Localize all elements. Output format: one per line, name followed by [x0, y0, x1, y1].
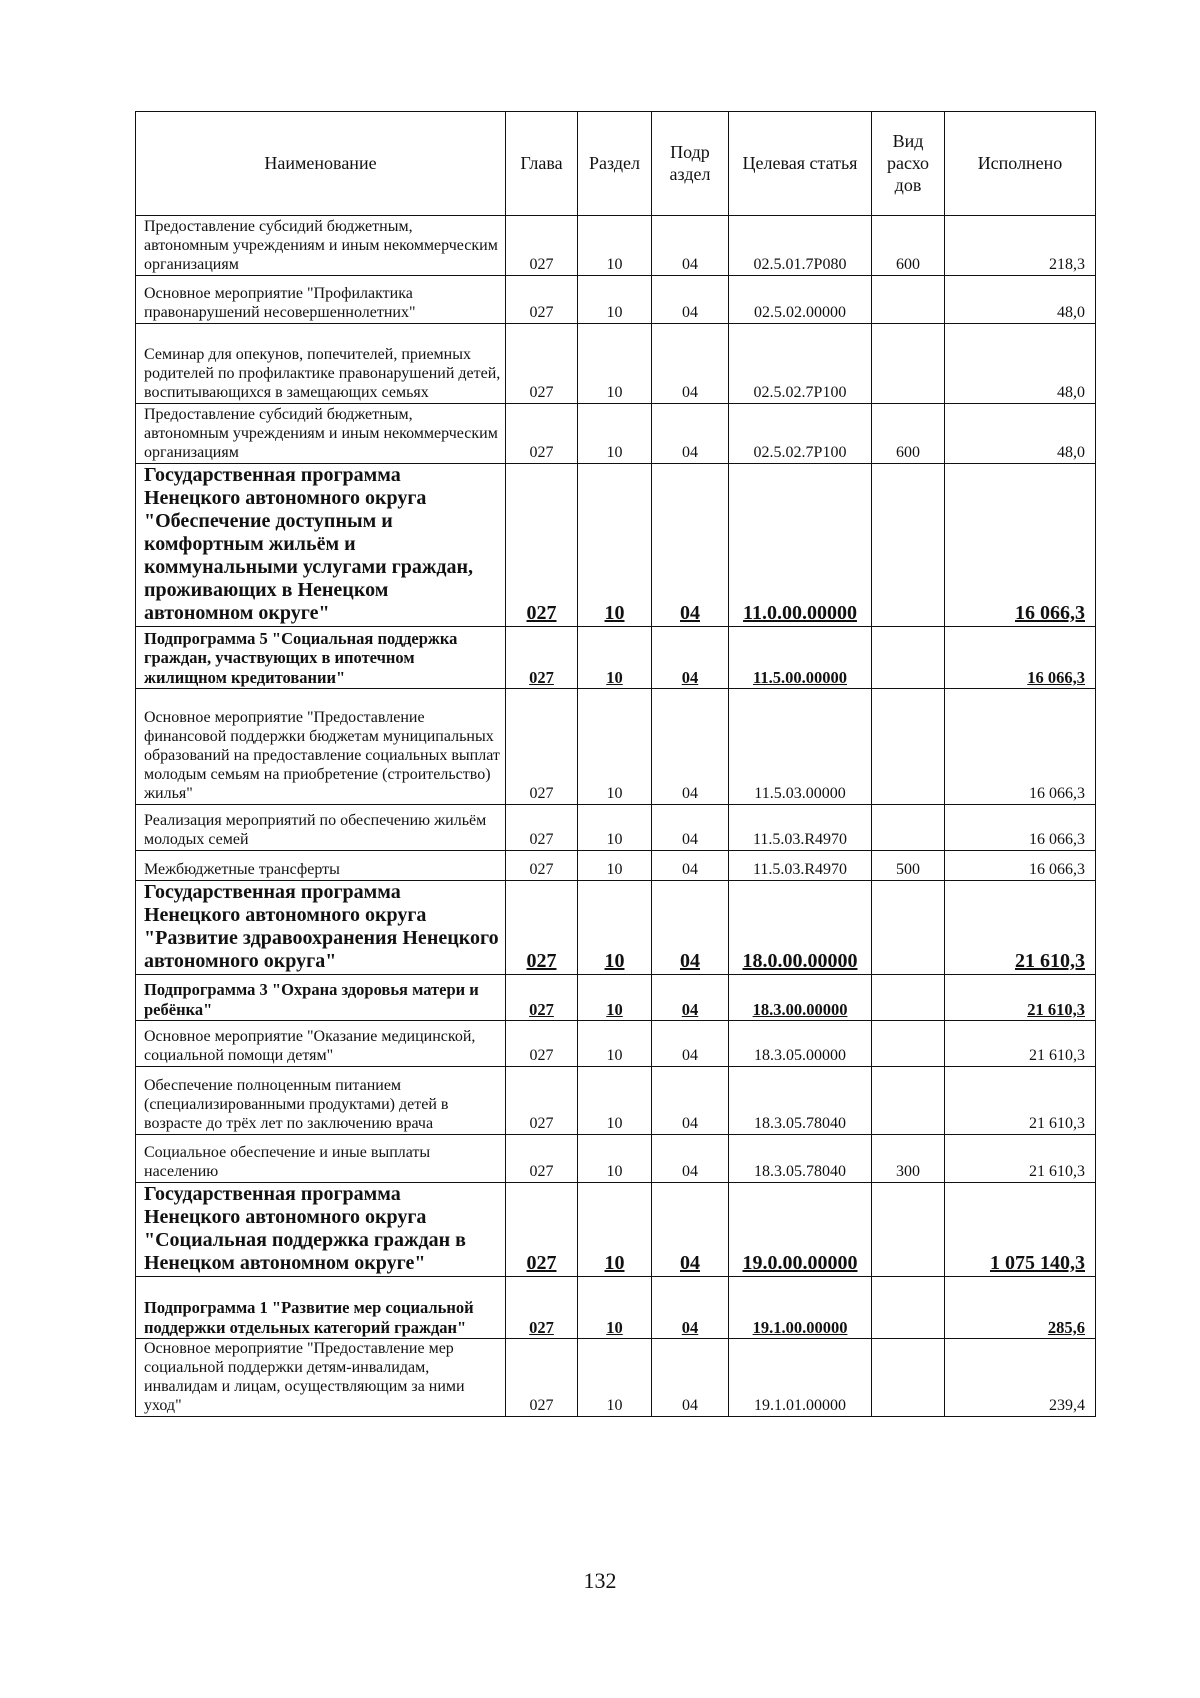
cell-name [136, 1277, 506, 1339]
table-row [136, 1067, 1096, 1135]
cell-executed-text: 21 610,3 [1029, 1047, 1085, 1064]
cell-subsection [652, 851, 729, 881]
cell-executed-text: 21 610,3 [1029, 1115, 1085, 1132]
cell-executed-text: 48,0 [1057, 384, 1085, 401]
cell-subsection-text: 04 [682, 1397, 698, 1414]
cell-expense-type [872, 1277, 945, 1339]
cell-subsection [652, 276, 729, 324]
cell-expense-type [872, 1183, 945, 1277]
table-row [136, 324, 1096, 404]
cell-executed [945, 851, 1096, 881]
header-executed: Исполнено [945, 112, 1096, 216]
cell-name [136, 627, 506, 689]
cell-executed [945, 324, 1096, 404]
cell-target-article [729, 1021, 872, 1067]
cell-section [578, 627, 652, 689]
cell-section-text: 10 [606, 384, 623, 401]
table-row [136, 1021, 1096, 1067]
cell-executed-text: 16 066,3 [1029, 861, 1085, 878]
cell-expense-type-text: 300 [896, 1163, 920, 1180]
cell-subsection [652, 805, 729, 851]
cell-chapter-text: 027 [529, 1047, 554, 1064]
cell-section [578, 1277, 652, 1339]
cell-target-article-text: 02.5.01.7Р080 [753, 256, 847, 273]
cell-target-article [729, 627, 872, 689]
cell-executed-text: 21 610,3 [1029, 1163, 1085, 1180]
header-chapter: Глава [506, 112, 578, 216]
page-number: 132 [583, 1568, 617, 1593]
cell-target-article-text: 11.5.03.R4970 [752, 861, 848, 878]
cell-name-text: Государственная программа Ненецкого автономного округа "Социальная поддержка граждан в Ненецком автономном округе" [144, 1183, 466, 1274]
header-row [136, 112, 1096, 216]
cell-subsection-text: 04 [682, 785, 698, 802]
cell-expense-type [872, 627, 945, 689]
cell-name [136, 689, 506, 805]
cell-chapter-text: 027 [526, 950, 557, 972]
cell-expense-type [872, 1021, 945, 1067]
cell-name [136, 1067, 506, 1135]
cell-name-text: Предоставление субсидий бюджетным, автономным учреждениям и иным некоммерческим организациям [144, 218, 498, 273]
cell-name-text: Основное мероприятие "Предоставление мер социальной поддержки детям-инвалидам, инвалидам и лицам, осуществляющим за ними уход" [144, 1340, 465, 1414]
cell-target-article [729, 975, 872, 1021]
cell-executed [945, 1021, 1096, 1067]
cell-target-article-text: 19.1.01.00000 [754, 1397, 846, 1414]
cell-expense-type-text: 600 [896, 256, 920, 273]
cell-expense-type [872, 975, 945, 1021]
cell-chapter [506, 1277, 578, 1339]
cell-subsection-text: 04 [682, 256, 698, 273]
cell-subsection-text: 04 [682, 861, 698, 878]
cell-target-article [729, 216, 872, 276]
cell-executed-text: 218,3 [1049, 256, 1085, 273]
cell-chapter [506, 324, 578, 404]
cell-target-article [729, 276, 872, 324]
header-subsection: Подр аздел [652, 112, 729, 216]
cell-section-text: 10 [606, 999, 623, 1019]
table-row [136, 805, 1096, 851]
cell-executed [945, 881, 1096, 975]
cell-executed-text: 16 066,3 [1027, 667, 1085, 687]
cell-section-text: 10 [604, 950, 625, 972]
cell-section [578, 324, 652, 404]
table-row [136, 216, 1096, 276]
header-target-article: Целевая статья [729, 112, 872, 216]
cell-target-article [729, 1339, 872, 1417]
cell-chapter [506, 276, 578, 324]
header-section: Раздел [578, 112, 652, 216]
table-row [136, 689, 1096, 805]
cell-target-article [729, 689, 872, 805]
cell-chapter-text: 027 [529, 1317, 554, 1337]
cell-subsection [652, 1277, 729, 1339]
cell-subsection-text: 04 [682, 1047, 698, 1064]
cell-target-article-text: 02.5.02.7Р100 [753, 444, 847, 461]
cell-subsection-text: 04 [680, 602, 700, 624]
report-page [135, 111, 1095, 1417]
cell-name [136, 276, 506, 324]
cell-subsection [652, 975, 729, 1021]
cell-section-text: 10 [606, 304, 623, 321]
cell-executed-text: 21 610,3 [1015, 950, 1085, 972]
cell-chapter-text: 027 [529, 1397, 554, 1414]
cell-target-article-text: 11.0.00.00000 [743, 602, 857, 624]
table-row [136, 464, 1096, 627]
cell-subsection [652, 1021, 729, 1067]
cell-name [136, 216, 506, 276]
budget-table [135, 111, 1096, 1417]
cell-chapter-text: 027 [526, 602, 557, 624]
cell-target-article-text: 11.5.03.00000 [754, 785, 846, 802]
table-row [136, 881, 1096, 975]
cell-name [136, 1183, 506, 1277]
table-row [136, 627, 1096, 689]
cell-section-text: 10 [606, 861, 623, 878]
cell-name-text: Подпрограмма 3 "Охрана здоровья матери и ребёнка" [144, 980, 479, 1019]
cell-executed [945, 805, 1096, 851]
cell-name-text: Основное мероприятие "Профилактика правонарушений несовершеннолетних" [144, 285, 416, 321]
cell-section-text: 10 [604, 602, 625, 624]
cell-target-article [729, 1135, 872, 1183]
cell-subsection [652, 689, 729, 805]
table-row [136, 1135, 1096, 1183]
cell-expense-type-text: 500 [896, 861, 920, 878]
cell-executed [945, 1339, 1096, 1417]
cell-name-text: Основное мероприятие "Оказание медицинской, социальной помощи детям" [144, 1028, 476, 1064]
cell-section [578, 464, 652, 627]
cell-chapter-text: 027 [529, 667, 554, 687]
cell-subsection [652, 464, 729, 627]
cell-executed [945, 276, 1096, 324]
cell-subsection-text: 04 [682, 831, 698, 848]
cell-chapter [506, 1021, 578, 1067]
cell-section [578, 404, 652, 464]
cell-subsection-text: 04 [682, 444, 698, 461]
cell-section [578, 881, 652, 975]
cell-executed [945, 464, 1096, 627]
cell-chapter [506, 216, 578, 276]
cell-section-text: 10 [606, 667, 623, 687]
cell-subsection-text: 04 [682, 384, 698, 401]
cell-section [578, 975, 652, 1021]
cell-target-article [729, 404, 872, 464]
cell-name-text: Государственная программа Ненецкого автономного округа "Обеспечение доступным и комфортным жильём и коммунальными услугами граждан, проживающих в Ненецком автономном округе" [144, 464, 473, 624]
cell-target-article [729, 1067, 872, 1135]
cell-target-article-text: 18.3.00.00000 [752, 999, 848, 1019]
cell-name-text: Социальное обеспечение и иные выплаты населению [144, 1144, 431, 1180]
cell-name [136, 1021, 506, 1067]
cell-name [136, 404, 506, 464]
cell-name-text: Государственная программа Ненецкого автономного округа "Развитие здравоохранения Ненецкого автономного округа" [144, 881, 499, 972]
cell-target-article-text: 19.1.00.00000 [752, 1317, 848, 1337]
cell-expense-type-text: 600 [896, 444, 920, 461]
cell-expense-type [872, 1135, 945, 1183]
table-row [136, 1277, 1096, 1339]
cell-chapter [506, 1067, 578, 1135]
cell-chapter [506, 464, 578, 627]
cell-expense-type [872, 464, 945, 627]
cell-name-text: Реализация мероприятий по обеспечению жильём молодых семей [144, 812, 487, 848]
cell-section [578, 689, 652, 805]
cell-expense-type [872, 276, 945, 324]
cell-section [578, 805, 652, 851]
cell-chapter-text: 027 [529, 999, 554, 1019]
cell-subsection [652, 1067, 729, 1135]
cell-section [578, 1135, 652, 1183]
cell-section-text: 10 [606, 1115, 623, 1132]
cell-chapter [506, 881, 578, 975]
cell-target-article-text: 02.5.02.7Р100 [753, 384, 847, 401]
cell-executed-text: 16 066,3 [1015, 602, 1085, 624]
cell-subsection [652, 1135, 729, 1183]
cell-section [578, 216, 652, 276]
cell-name-text: Подпрограмма 1 "Развитие мер социальной поддержки отдельных категорий граждан" [144, 1298, 474, 1337]
cell-executed [945, 689, 1096, 805]
cell-executed [945, 1277, 1096, 1339]
table-row [136, 851, 1096, 881]
cell-chapter-text: 027 [529, 1115, 554, 1132]
cell-executed [945, 627, 1096, 689]
cell-section-text: 10 [606, 1397, 623, 1414]
cell-chapter-text: 027 [529, 444, 554, 461]
cell-subsection [652, 627, 729, 689]
cell-executed-text: 285,6 [1047, 1317, 1085, 1337]
cell-section-text: 10 [606, 831, 623, 848]
cell-target-article-text: 11.5.03.R4970 [752, 831, 848, 848]
cell-executed [945, 1067, 1096, 1135]
cell-section-text: 10 [606, 1317, 623, 1337]
cell-section-text: 10 [604, 1252, 625, 1274]
cell-target-article-text: 18.3.05.00000 [754, 1047, 846, 1064]
cell-target-article-text: 18.3.05.78040 [754, 1163, 846, 1180]
table-row [136, 1339, 1096, 1417]
cell-name [136, 805, 506, 851]
table-row [136, 276, 1096, 324]
cell-name [136, 1135, 506, 1183]
cell-section [578, 1183, 652, 1277]
cell-target-article-text: 18.3.05.78040 [754, 1115, 846, 1132]
table-row [136, 404, 1096, 464]
cell-chapter [506, 975, 578, 1021]
cell-chapter-text: 027 [529, 256, 554, 273]
cell-section [578, 851, 652, 881]
cell-target-article [729, 851, 872, 881]
cell-expense-type [872, 851, 945, 881]
cell-expense-type [872, 1339, 945, 1417]
cell-executed [945, 404, 1096, 464]
cell-section-text: 10 [606, 444, 623, 461]
cell-chapter [506, 851, 578, 881]
cell-name [136, 324, 506, 404]
cell-chapter [506, 627, 578, 689]
cell-name-text: Подпрограмма 5 "Социальная поддержка граждан, участвующих в ипотечном жилищном кредитовании" [144, 628, 458, 687]
cell-executed [945, 975, 1096, 1021]
cell-chapter-text: 027 [529, 1163, 554, 1180]
cell-chapter [506, 1339, 578, 1417]
cell-subsection [652, 216, 729, 276]
cell-target-article [729, 881, 872, 975]
cell-name [136, 975, 506, 1021]
cell-name [136, 881, 506, 975]
cell-chapter [506, 1135, 578, 1183]
table-body [136, 216, 1096, 1417]
header-expense-type: Вид расхо дов [872, 112, 945, 216]
cell-name [136, 1339, 506, 1417]
cell-executed [945, 1183, 1096, 1277]
cell-subsection [652, 881, 729, 975]
cell-section [578, 1067, 652, 1135]
cell-target-article [729, 324, 872, 404]
cell-name-text: Основное мероприятие "Предоставление финансовой поддержки бюджетам муниципальных образований на предоставление социальных выплат молодым семьям на приобретение (строительство) жилья" [144, 709, 500, 802]
cell-section-text: 10 [606, 1047, 623, 1064]
cell-expense-type [872, 216, 945, 276]
header-name: Наименование [136, 112, 506, 216]
cell-expense-type [872, 404, 945, 464]
cell-expense-type [872, 805, 945, 851]
cell-executed-text: 16 066,3 [1029, 785, 1085, 802]
cell-section-text: 10 [606, 785, 623, 802]
cell-name [136, 464, 506, 627]
cell-section-text: 10 [606, 1163, 623, 1180]
cell-name [136, 851, 506, 881]
cell-executed-text: 16 066,3 [1029, 831, 1085, 848]
cell-chapter [506, 1183, 578, 1277]
cell-executed-text: 48,0 [1057, 304, 1085, 321]
cell-target-article [729, 1183, 872, 1277]
cell-subsection-text: 04 [682, 304, 698, 321]
cell-chapter-text: 027 [529, 304, 554, 321]
cell-subsection-text: 04 [682, 1115, 698, 1132]
cell-expense-type [872, 324, 945, 404]
cell-subsection-text: 04 [681, 667, 699, 687]
cell-target-article-text: 18.0.00.00000 [742, 950, 858, 972]
cell-executed-text: 239,4 [1049, 1397, 1085, 1414]
cell-chapter-text: 027 [526, 1252, 557, 1274]
cell-subsection-text: 04 [680, 950, 700, 972]
cell-target-article [729, 805, 872, 851]
cell-section-text: 10 [606, 256, 623, 273]
cell-executed [945, 216, 1096, 276]
cell-name-text: Предоставление субсидий бюджетным, автономным учреждениям и иным некоммерческим организациям [144, 406, 498, 461]
cell-chapter [506, 404, 578, 464]
cell-subsection-text: 04 [682, 1163, 698, 1180]
cell-subsection [652, 1183, 729, 1277]
cell-target-article-text: 19.0.00.00000 [742, 1252, 858, 1274]
cell-chapter-text: 027 [529, 384, 554, 401]
cell-chapter-text: 027 [529, 831, 554, 848]
cell-section [578, 1021, 652, 1067]
cell-subsection-text: 04 [681, 1317, 699, 1337]
cell-name-text: Обеспечение полноценным питанием (специализированными продуктами) детей в возрасте до трёх лет по заключению врача [144, 1077, 449, 1132]
cell-section [578, 276, 652, 324]
cell-target-article-text: 11.5.00.00000 [753, 667, 847, 687]
cell-chapter [506, 805, 578, 851]
cell-executed [945, 1135, 1096, 1183]
cell-subsection-text: 04 [681, 999, 699, 1019]
cell-expense-type [872, 689, 945, 805]
cell-subsection [652, 1339, 729, 1417]
cell-subsection [652, 324, 729, 404]
cell-chapter [506, 689, 578, 805]
cell-expense-type [872, 881, 945, 975]
table-row [136, 1183, 1096, 1277]
cell-chapter-text: 027 [529, 785, 554, 802]
cell-chapter-text: 027 [529, 861, 554, 878]
cell-executed-text: 1 075 140,3 [990, 1252, 1085, 1274]
cell-subsection-text: 04 [680, 1252, 700, 1274]
cell-executed-text: 21 610,3 [1027, 999, 1085, 1019]
table-row [136, 975, 1096, 1021]
cell-executed-text: 48,0 [1057, 444, 1085, 461]
cell-target-article [729, 464, 872, 627]
cell-name-text: Межбюджетные трансферты [144, 861, 340, 878]
cell-expense-type [872, 1067, 945, 1135]
cell-target-article-text: 02.5.02.00000 [754, 304, 846, 321]
cell-target-article [729, 1277, 872, 1339]
cell-subsection [652, 404, 729, 464]
cell-section [578, 1339, 652, 1417]
cell-name-text: Семинар для опекунов, попечителей, приемных родителей по профилактике правонарушений детей, воспитывающихся в замещающих семьях [144, 346, 501, 401]
